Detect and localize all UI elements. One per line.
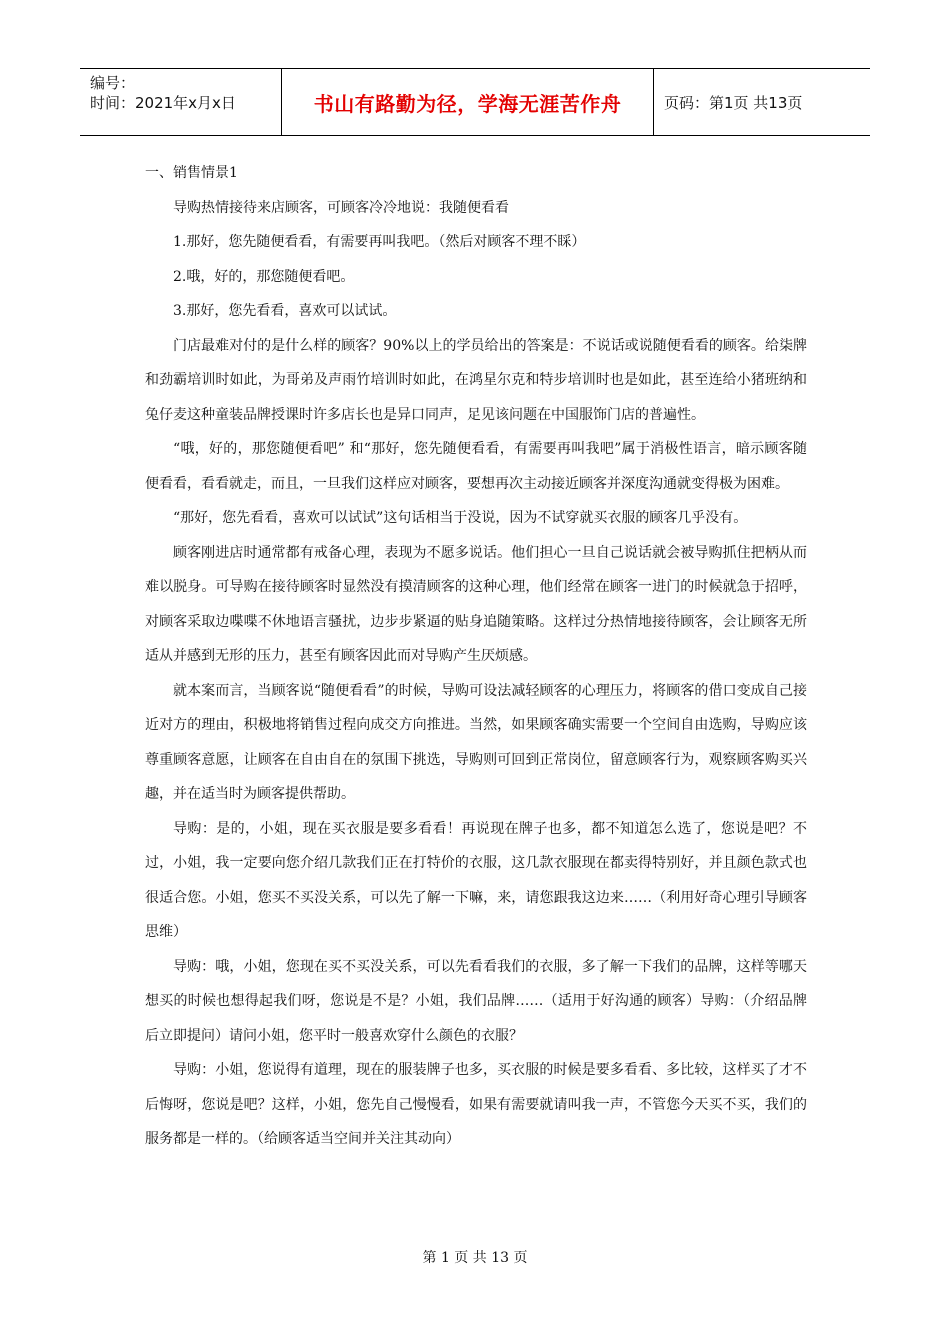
paragraph: 门店最难对付的是什么样的顾客？90%以上的学员给出的答案是：不说话或说随便看看的顾客。给柒牌和劲霸培训时如此，为哥弟及声雨竹培训时如此，在鸿星尔克和特步培训时也是如此，甚至连给小猪班纳和兔仔麦这种童装品牌授课时许多店长也是异口同声，足见该问题在中国服饰门店的普遍性。: [145, 337, 807, 423]
paragraph: “那好，您先看看，喜欢可以试试”这句话相当于没说，因为不试穿就买衣服的顾客几乎没有。: [173, 510, 748, 526]
time-label: 时间：2021年x月x日: [90, 94, 236, 112]
paragraph: 2.哦，好的，那您随便看吧。: [173, 268, 355, 285]
header-motto: 书山有路勤为径，学海无涯苦作舟: [282, 69, 654, 135]
paragraph: 导购：是的，小姐，现在买衣服是要多看看！再说现在牌子也多，都不知道怎么选了，您说是吧？不过，小姐，我一定要向您介绍几款我们正在打特价的衣服，这几款衣服现在都卖得特别好，并且颜色款式也很适合您。小姐，您买不买没关系，可以先了解一下嘛，来，请您跟我这边来……（利用好奇心理引导顾客思维）: [145, 820, 807, 940]
section-title: 一、销售情景1: [145, 165, 238, 181]
paragraph: “哦，好的，那您随便看吧” 和“那好，您先随便看看，有需要再叫我吧”属于消极性语言，暗示顾客随便看看，看看就走，而且，一旦我们这样应对顾客，要想再次主动接近顾客并深度沟通就变得极为困难。: [145, 441, 807, 492]
header-meta-cell: [80, 69, 282, 135]
paragraph: 就本案而言，当顾客说“随便看看”的时候，导购可设法减轻顾客的心理压力，将顾客的借口变成自己接近对方的理由，积极地将销售过程向成交方向推进。当然，如果顾客确实需要一个空间自由选购，导购应该尊重顾客意愿，让顾客在自由自在的氛围下挑选，导购则可回到正常岗位，留意顾客行为，观察顾客购买兴趣，并在适当时为顾客提供帮助。: [145, 682, 807, 802]
page-footer: 第 1 页 共 13 页: [422, 1250, 528, 1266]
header-table: [80, 68, 870, 136]
number-label: 编号：: [90, 74, 136, 92]
paragraph: 3.那好，您先看看，喜欢可以试试。: [173, 303, 397, 319]
header-page-info: 页码：第1页 共13页: [664, 93, 803, 112]
paragraph: 导购：哦，小姐，您现在买不买没关系，可以先看看我们的衣服，多了解一下我们的品牌，这样等哪天想买的时候也想得起我们呀，您说是不是？小姐，我们品牌……（适用于好沟通的顾客）导购：（介绍品牌后立即提问）请问小姐，您平时一般喜欢穿什么颜色的衣服？: [145, 958, 807, 1044]
paragraph: 导购热情接待来店顾客，可顾客冷冷地说：我随便看看: [173, 199, 509, 216]
document-body: [145, 156, 807, 1157]
paragraph: 顾客刚进店时通常都有戒备心理，表现为不愿多说话。他们担心一旦自己说话就会被导购抓住把柄从而难以脱身。可导购在接待顾客时显然没有摸清顾客的这种心理，他们经常在顾客一进门的时候就急于招呼，对顾客采取边喋喋不休地语言骚扰，边步步紧逼的贴身追随策略。这样过分热情地接待顾客，会让顾客无所适从并感到无形的压力，甚至有顾客因此而对导购产生厌烦感。: [145, 544, 807, 664]
paragraph: 1.那好，您先随便看看，有需要再叫我吧。（然后对顾客不理不睬）: [173, 234, 586, 250]
paragraph: 导购：小姐，您说得有道理，现在的服装牌子也多，买衣服的时候是要多看看、多比较，这样买了才不后悔呀，您说是吧？这样，小姐，您先自己慢慢看，如果有需要就请叫我一声，不管您今天买不买，我们的服务都是一样的。（给顾客适当空间并关注其动向）: [145, 1062, 807, 1147]
